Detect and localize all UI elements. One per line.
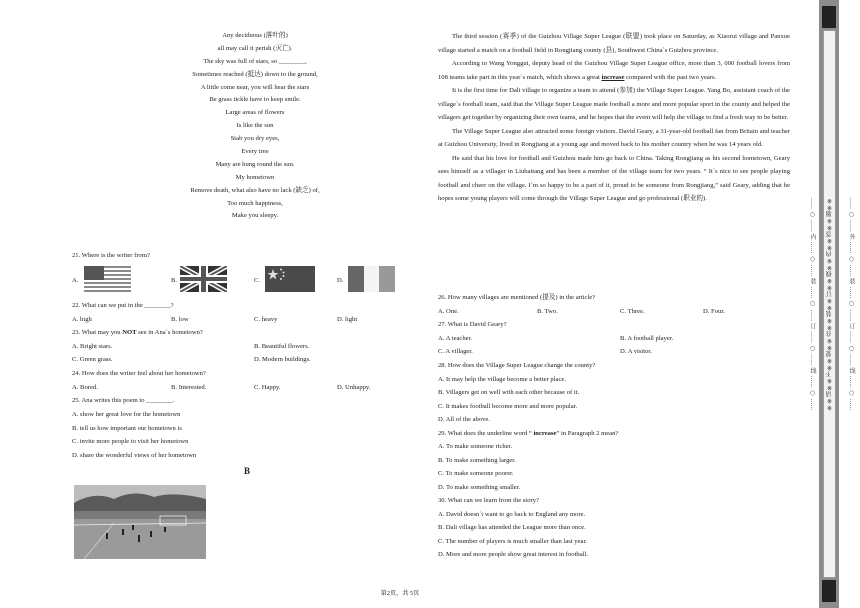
question-23-pre: 23. What may you bbox=[72, 329, 123, 336]
registration-mark bbox=[822, 6, 836, 28]
option-28-b[interactable]: B. Villagers get on well with each other because of it. bbox=[438, 389, 580, 396]
binding-line-outer bbox=[845, 0, 857, 608]
option-29-b[interactable]: B. To make something larger. bbox=[438, 457, 516, 464]
option-24-a[interactable]: A. Bored. bbox=[72, 384, 98, 391]
question-26: 26. How many villages are mentioned (提及) in the article? bbox=[438, 294, 596, 301]
poem-line: Large areas of flowers bbox=[225, 109, 285, 117]
option-22-d[interactable]: D. light bbox=[337, 316, 358, 323]
option-27-c[interactable]: C. A villager. bbox=[438, 348, 473, 355]
option-27-b[interactable]: B. A football player. bbox=[620, 335, 674, 342]
option-21-d[interactable]: D. bbox=[337, 277, 344, 284]
question-24: 24. How does the writer feel about her hometown? bbox=[72, 370, 206, 377]
option-26-b[interactable]: B. Two. bbox=[537, 308, 558, 315]
option-22-c[interactable]: C. heavy bbox=[254, 316, 278, 323]
option-30-d[interactable]: D. More and more people show great interest in football. bbox=[438, 551, 588, 558]
option-23-b[interactable]: B. Beautiful flowers. bbox=[254, 343, 310, 350]
option-25-a[interactable]: A. show her great love for the hometown bbox=[72, 411, 181, 418]
china-flag-icon bbox=[265, 266, 315, 292]
question-21: 21. Where is the writer from? bbox=[72, 252, 150, 259]
question-28: 28. How does the Village Super League change the county? bbox=[438, 362, 596, 369]
registration-mark bbox=[822, 580, 836, 602]
question-25: 25. Ana writes this poem to ________. bbox=[72, 397, 175, 404]
option-21-a[interactable]: A. bbox=[72, 277, 79, 284]
article-paragraph-1: The third session (赛季) of the Guizhou Village Super League (联盟) took place on Saturday, as Xiaorui village and Panxue village started a match on a football field in Rongjiang county (县), Southwest China`s Guizhou province. bbox=[438, 33, 790, 54]
page-number: 第2页，共 5页 bbox=[380, 590, 420, 597]
option-26-a[interactable]: A. One. bbox=[438, 308, 459, 315]
option-29-a[interactable]: A. To make someone richer. bbox=[438, 443, 513, 450]
poem-line: Is like the sun bbox=[236, 122, 274, 130]
option-30-b[interactable]: B. Dali village has attended the League more than once. bbox=[438, 524, 586, 531]
option-30-a[interactable]: A. David doesn`t want to go back to England any more. bbox=[438, 511, 586, 518]
article-paragraph-2-post: compared with the past two years. bbox=[624, 73, 717, 81]
poem-line: Stab you dry eyes, bbox=[230, 135, 280, 143]
poem-line: A little come near, you will hear the stars bbox=[200, 83, 310, 91]
question-30: 30. What can we learn from the story? bbox=[438, 497, 539, 504]
option-25-c[interactable]: C. invite more people to visit her hometown bbox=[72, 438, 189, 445]
question-23-post: see in Ana`s hometown? bbox=[136, 329, 203, 336]
binding-line-inner bbox=[806, 0, 818, 608]
option-23-d[interactable]: D. Modern buildings. bbox=[254, 356, 311, 363]
option-30-c[interactable]: C. The number of players is much smaller than last year. bbox=[438, 538, 587, 545]
poem-line: Sometimes reached (抵达) down to the ground, bbox=[192, 70, 318, 78]
binding-line-outer-text: …… ○ …… 外 …… ○ …… 装 …… ○ …… 订 …… ○ …… 线 …… ○ …… bbox=[848, 197, 855, 411]
article-paragraph-5: He said that his love for football and Guizhou made him go back to China. Taking Rongjiang as his second hometown, Geary sees himself as a villager in Liubaitang and has been a member of the village team for two years. “ It`s nice to see people playing football and cheer on the village. I`m so happy to be a part of it, proud to be someone from Rongjiang,” said Geary, adding that he hopes some young players will come through the Village Super League and go professional (职业的). bbox=[438, 154, 790, 202]
usa-flag-icon bbox=[84, 266, 131, 292]
question-22: 22. What can we put in the ________? bbox=[72, 302, 174, 309]
option-24-d[interactable]: D. Unhappy. bbox=[337, 384, 371, 391]
question-23 bbox=[72, 328, 203, 337]
uk-flag-icon bbox=[180, 266, 227, 292]
poem bbox=[110, 30, 400, 223]
question-29 bbox=[438, 429, 618, 438]
poem-line: Remove death, what also have no lack (缺乏) of, bbox=[190, 186, 320, 194]
poem-line: The sky was full of stars, so ________, bbox=[203, 57, 307, 65]
option-26-c[interactable]: C. Three. bbox=[620, 308, 645, 315]
option-24-c[interactable]: C. Happy. bbox=[254, 384, 281, 391]
question-23-emphasis: NOT bbox=[122, 329, 137, 336]
poem-line: all may call it perish (灭亡). bbox=[217, 44, 293, 52]
option-23-a[interactable]: A. Bright stars. bbox=[72, 343, 113, 350]
poem-line: Every tree bbox=[241, 148, 269, 156]
article-paragraph-2 bbox=[438, 57, 790, 84]
option-28-c[interactable]: C. It makes football become more and more popular. bbox=[438, 403, 578, 410]
option-29-d[interactable]: D. To make something smaller. bbox=[438, 484, 521, 491]
underlined-word: increase bbox=[601, 73, 625, 81]
article-paragraph-4: The Village Super League also attracted some foreign visitors. David Geary, a 31-year-old football fan from Britain and teacher at Guizhou University, lived in Rongjiang at a young age and moved back to his mother country when he was 14 years old. bbox=[438, 127, 790, 148]
option-27-d[interactable]: D. A visitor. bbox=[620, 348, 652, 355]
article-paragraph-2-pre: According to Wang Yonggui, deputy head of the Guizhou Village Super League office, more than 3, 000 football lovers from 108 teams take part in this year`s match, which shows a great bbox=[438, 60, 790, 81]
option-21-b[interactable]: B. bbox=[171, 277, 178, 284]
poem-line: Too much happiness, bbox=[227, 199, 283, 207]
option-27-a[interactable]: A. A teacher. bbox=[438, 335, 473, 342]
question-29-post: ” in Paragraph 2 mean? bbox=[556, 430, 619, 437]
option-23-c[interactable]: C. Green grass. bbox=[72, 356, 113, 363]
italy-flag-icon bbox=[348, 266, 395, 292]
poem-line: My hometown bbox=[235, 173, 275, 181]
option-22-a[interactable]: A. high bbox=[72, 316, 92, 323]
article-paragraph-3: It is the first time for Dali village to organize a team to attend (参加) the Village Super League. Yang Bo, assistant coach of the village`s football team, said that the Village Super League made football a more and more popular sport in the county and helped the villagers get together by organizing their own teams, and he hopes that the event will help the village to find a fresh way to be better. bbox=[438, 87, 790, 121]
question-27: 27. What is David Geary? bbox=[438, 321, 507, 328]
football-match-photo bbox=[74, 485, 206, 559]
poem-line: Make you sleepy. bbox=[231, 212, 279, 220]
article-b bbox=[438, 30, 790, 206]
option-28-a[interactable]: A. It may help the village become a better place. bbox=[438, 376, 566, 383]
binding-line-inner-text: …… ○ …… 内 …… ○ …… 装 …… ○ …… 订 …… ○ …… 线 …… ○ …… bbox=[809, 197, 816, 411]
question-29-emphasis: increase bbox=[533, 430, 557, 437]
option-25-d[interactable]: D. share the wonderful views of her hometown bbox=[72, 452, 197, 459]
option-21-c[interactable]: C. bbox=[254, 277, 261, 284]
option-24-b[interactable]: B. Interested. bbox=[171, 384, 207, 391]
option-26-d[interactable]: D. Four. bbox=[703, 308, 725, 315]
question-29-pre: 29. What does the underline word “ bbox=[438, 430, 534, 437]
option-28-d[interactable]: D. All of the above. bbox=[438, 416, 491, 423]
poem-line: Many are hung round the sun. bbox=[215, 160, 295, 168]
binding-warning-text: ※※请※※不※※要※※在※※装※※订※※线※※内※※答※※题※※ bbox=[826, 197, 833, 411]
option-22-b[interactable]: B. low bbox=[171, 316, 189, 323]
section-heading: B bbox=[244, 466, 251, 476]
poem-line: Any deciduous (落叶的) bbox=[222, 32, 288, 39]
poem-line: Be grass tickle have to keep smile. bbox=[209, 96, 301, 104]
option-29-c[interactable]: C. To make someone poorer. bbox=[438, 470, 514, 477]
option-25-b[interactable]: B. tell us how important our hometown is bbox=[72, 425, 182, 432]
